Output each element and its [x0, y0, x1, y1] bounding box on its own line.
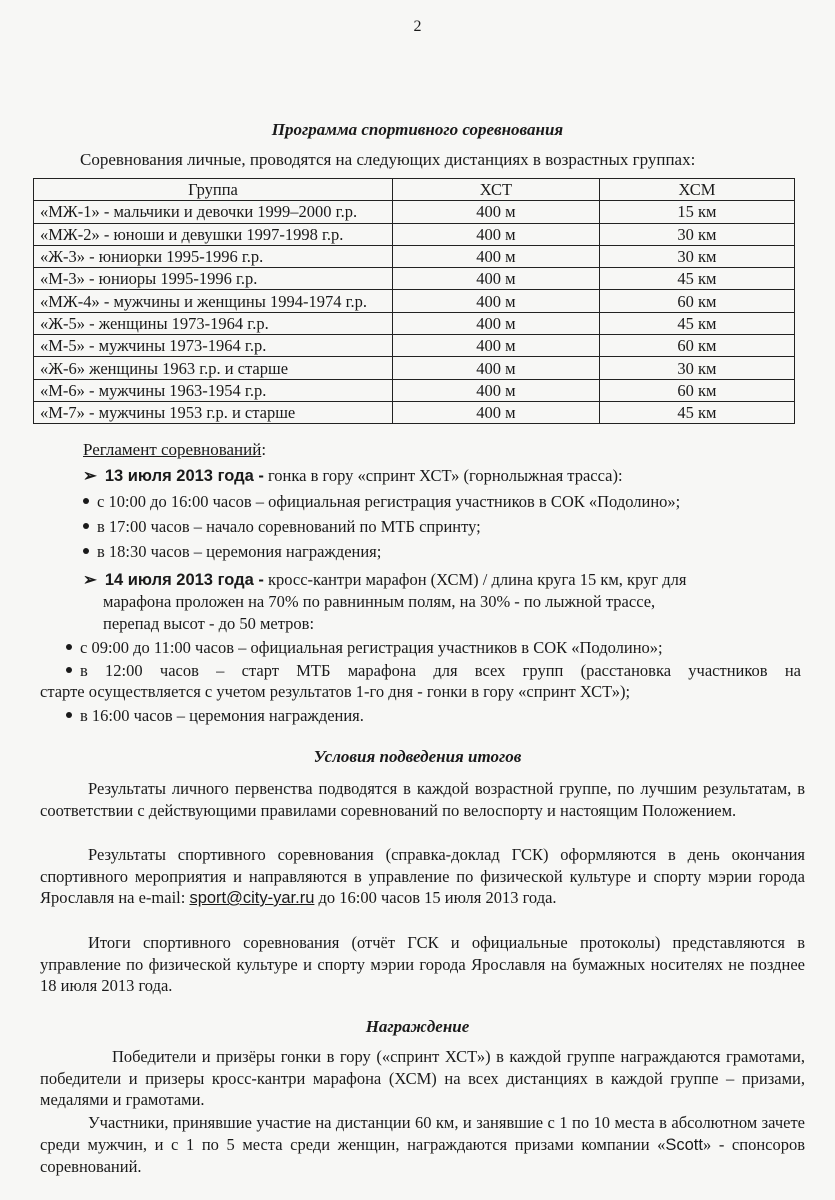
cell-group: «МЖ-1» - мальчики и девочки 1999–2000 г.р.: [34, 201, 393, 223]
day2-text-line: перепад высот - до 50 метров:: [103, 614, 315, 633]
header-xct: ХСТ: [393, 179, 600, 201]
sponsor-brand: Scott: [665, 1135, 703, 1154]
list-item: с 09:00 до 11:00 часов – официальная регистрация участников в СОК «Подолино»;: [66, 638, 663, 658]
program-title: Программа спортивного соревнования: [271, 120, 564, 139]
bullet-icon: [83, 498, 89, 504]
awards-title: Награждение: [365, 1017, 470, 1036]
table-row: [34, 245, 795, 267]
bullet-icon: [66, 712, 72, 718]
results-title: Условия подведения итогов: [313, 747, 522, 766]
cell-xct: 400 м: [393, 223, 600, 245]
cell-xcm: 60 км: [599, 290, 794, 312]
table-row: [34, 201, 795, 223]
cell-xcm: 15 км: [599, 201, 794, 223]
email-link[interactable]: sport@city-yar.ru: [189, 889, 315, 907]
cell-group: «Ж-5» - женщины 1973-1964 г.р.: [34, 312, 393, 334]
cell-xct: 400 м: [393, 201, 600, 223]
cell-group: «МЖ-2» - юноши и девушки 1997-1998 г.р.: [34, 223, 393, 245]
day2-line: ➢ 14 июля 2013 года - кросс-кантри марафон (ХСМ) / длина круга 15 км, круг для: [83, 570, 687, 589]
page-number: 2: [413, 18, 422, 35]
cell-xct: 400 м: [393, 357, 600, 379]
cell-xct: 400 м: [393, 290, 600, 312]
day1-date: 13 июля 2013 года -: [104, 467, 264, 485]
regulations-heading: Регламент соревнований:: [83, 440, 267, 459]
day1-text: гонка в гору «спринт ХСТ» (горнолыжная трасса):: [263, 466, 623, 485]
table-row: [34, 401, 795, 423]
cell-xct: 400 м: [393, 335, 600, 357]
bullet-icon: [66, 644, 72, 650]
cell-group: «Ж-6» женщины 1963 г.р. и старше: [34, 357, 393, 379]
bullet-icon: [83, 548, 89, 554]
cell-xcm: 30 км: [599, 245, 794, 267]
table-row: [34, 357, 795, 379]
cell-xcm: 60 км: [599, 335, 794, 357]
list-item: в 17:00 часов – начало соревнований по МТБ спринту;: [83, 517, 481, 537]
list-item: в 18:30 часов – церемония награждения;: [83, 542, 381, 562]
results-paragraph-2: Результаты спортивного соревнования (справка-доклад ГСК) оформляются в день окончания спортивного мероприятия и направляются в управление по физической культуре и спорту мэрии города Ярославля на e-mail: sport@city-yar.ru до 16:00 часов 15 июля 2013 года.: [40, 845, 805, 907]
list-item: в 16:00 часов – церемония награждения.: [66, 706, 364, 726]
cell-xct: 400 м: [393, 401, 600, 423]
cell-xcm: 30 км: [599, 357, 794, 379]
cell-xcm: 45 км: [599, 268, 794, 290]
day1-line: [83, 466, 623, 486]
header-xcm: ХСМ: [599, 179, 794, 201]
cell-group: «М-5» - мужчины 1973-1964 г.р.: [34, 335, 393, 357]
cell-group: «Ж-3» - юниорки 1995-1996 г.р.: [34, 245, 393, 267]
awards-paragraph-1: Победители и призёры гонки в гору («спринт ХСТ») в каждой группе награждаются грамотами, победители и призеры кросс-кантри марафона (ХСМ) на всех дистанциях в каждой группе – призами, медалями и грамотами.: [40, 1047, 805, 1109]
cell-xct: 400 м: [393, 245, 600, 267]
table-row: [34, 335, 795, 357]
cell-xct: 400 м: [393, 312, 600, 334]
table-row: [34, 290, 795, 312]
table-row: [34, 223, 795, 245]
bullet-icon: [83, 523, 89, 529]
list-item: в 12:00 часов – старт МТБ марафона для всех групп (расстановка участников на: [66, 661, 801, 681]
day2-text-line: марафона проложен на 70% по равнинным полям, на 30% - по лыжной трассе,: [103, 592, 656, 611]
table-header-row: [34, 179, 795, 201]
cell-group: «М-7» - мужчины 1953 г.р. и старше: [34, 401, 393, 423]
list-item-continuation: старте осуществляется с учетом результатов 1-го дня - гонки в гору «спринт ХСТ»);: [40, 682, 631, 701]
cell-group: «МЖ-4» - мужчины и женщины 1994-1974 г.р.: [34, 290, 393, 312]
cell-xct: 400 м: [393, 379, 600, 401]
arrow-bullet-icon: ➢: [83, 466, 97, 485]
arrow-bullet-icon: ➢: [83, 570, 97, 589]
regulations-label: Регламент соревнований: [83, 440, 262, 459]
cell-xcm: 60 км: [599, 379, 794, 401]
list-item: с 10:00 до 16:00 часов – официальная регистрация участников в СОК «Подолино»;: [83, 492, 680, 512]
day2-date: 14 июля 2013 года -: [104, 571, 264, 589]
cell-group: «М-3» - юниоры 1995-1996 г.р.: [34, 268, 393, 290]
program-intro: Соревнования личные, проводятся на следующих дистанциях в возрастных группах:: [80, 150, 696, 169]
bullet-icon: [66, 667, 72, 673]
results-paragraph-1: Результаты личного первенства подводятся в каждой возрастной группе, по лучшим результатам, в соответствии с действующими правилами соревнований по велоспорту и настоящим Положением.: [40, 779, 805, 820]
cell-xcm: 45 км: [599, 312, 794, 334]
table-row: [34, 379, 795, 401]
age-groups-table: [33, 178, 795, 424]
cell-xcm: 45 км: [599, 401, 794, 423]
cell-xcm: 30 км: [599, 223, 794, 245]
cell-xct: 400 м: [393, 268, 600, 290]
awards-paragraph-2: Участники, принявшие участие на дистанции 60 км, и занявшие с 1 по 10 места в абсолютном зачете среди мужчин, и с 1 по 5 места среди женщин, награждаются призами компании «Scott» - спонсоров соревнований.: [40, 1113, 806, 1176]
results-paragraph-3: Итоги спортивного соревнования (отчёт ГСК и официальные протоколы) представляются в управление по физической культуре и спорту мэрии города Ярославля на бумажных носителях не позднее 18 июля 2013 года.: [40, 933, 805, 995]
header-group: Группа: [34, 179, 393, 201]
cell-group: «М-6» - мужчины 1963-1954 г.р.: [34, 379, 393, 401]
table-row: [34, 268, 795, 290]
table-row: [34, 312, 795, 334]
